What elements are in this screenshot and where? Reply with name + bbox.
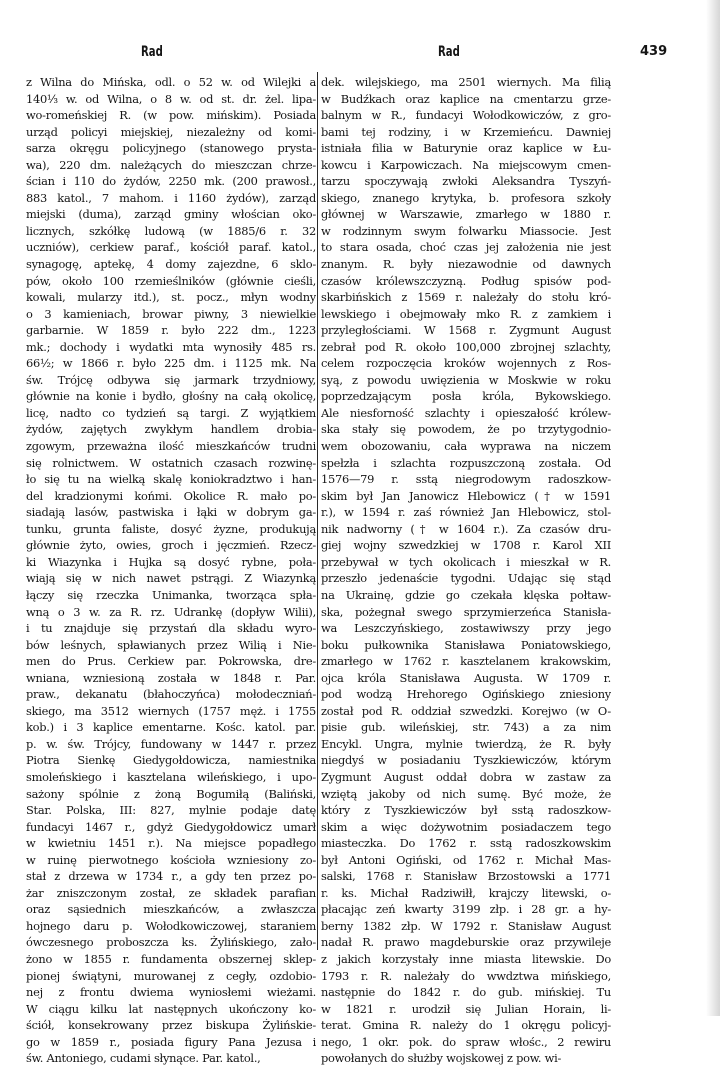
page-number: 439 xyxy=(640,44,668,59)
text-line: licę, nadto co tydzień są targi. Z wyjątkiem xyxy=(26,405,316,420)
text-line: lewskiego i obejmowały mko R. z zamkiem i xyxy=(321,306,611,321)
text-line: giej wojny szwedzkiej w 1708 r. Karol XII xyxy=(321,538,611,553)
text-line: kowcu i Karpowiczach. Na miejscowym cmen- xyxy=(321,157,611,172)
text-line: żar zniszczonym został, ze składek parafian xyxy=(26,885,316,900)
text-line: skiego, znanego krytyka, b. profesora szkoły xyxy=(321,190,611,205)
text-line: żono w 1855 r. fundamenta obszernej sklep- xyxy=(26,951,316,966)
text-line: pionej świątyni, murowanej z cegły, ozdobio- xyxy=(26,968,316,983)
text-line: boku pułkownika Stanisława Poniatowskiego, xyxy=(321,637,611,652)
text-line: żydów, zajętych zwykłym handlem drobia- xyxy=(26,422,316,437)
text-line: wo-romeńskiej R. (w pow. mińskim). Posiada xyxy=(26,108,316,123)
text-line: ska, pożegnał swego sprzymierzeńca Stanisła- xyxy=(321,604,611,619)
text-line: płacając zeń kwarty 3199 złp. i 28 gr. a hy- xyxy=(321,902,611,917)
text-line: zmarłego w 1762 r. kasztelanem krakowskim, xyxy=(321,654,611,669)
text-line: celem rozpoczęcia kroków wojennych z Ros- xyxy=(321,356,611,371)
text-line: łączy się rzeczka Unimanka, tworząca spła- xyxy=(26,587,316,602)
text-line: nik nadworny († w 1604 r.). Za czasów dru- xyxy=(321,521,611,536)
text-line: o 3 kamieniach, browar piwny, 3 niewielkie xyxy=(26,306,316,321)
text-line: został pod R. oddział szwedzki. Korejwo (w O- xyxy=(321,703,611,718)
text-line: siadają lasów, pastwiska i łąki w dobrym ga- xyxy=(26,505,316,520)
text-line: bami tej rodziny, i w Krzemieńcu. Dawniej xyxy=(321,124,611,139)
text-line: niegdyś w posiadaniu Tyszkiewiczów, którym xyxy=(321,753,611,768)
text-line: ściół, konsekrowany przez biskupa Żylińskie- xyxy=(26,1018,316,1033)
text-line: przeszło jedenaście tygodni. Udając się stąd xyxy=(321,571,611,586)
text-line: del kradzionymi końmi. Okolice R. mało po- xyxy=(26,488,316,503)
text-line: 883 katol., 7 mahom. i 1160 żydów), zarząd xyxy=(26,190,316,205)
text-line: p. w. św. Trójcy, fundowany w 1447 r. przez xyxy=(26,736,316,751)
text-line: św. Antoniego, cudami słynące. Par. katol., xyxy=(26,1051,261,1066)
text-line: św. Trójcę odbywa się jarmark trzydniowy, xyxy=(26,372,316,387)
text-line: z Wilna do Mińska, odl. o 52 w. od Wilejki a xyxy=(26,75,316,89)
text-line: wa Leszczyńskiego, zostawiwszy przy jego xyxy=(321,621,611,636)
text-line: ska stały się powodem, że po trzytygodnio- xyxy=(321,422,611,437)
text-line: wną o 3 w. za R. rz. Udrankę (dopływ Wilii), xyxy=(26,604,316,619)
text-line: wniana, wzniesioną została w 1848 r. Par. xyxy=(26,670,316,685)
text-line: w 1821 r. urodził się Julian Horain, li- xyxy=(321,1001,611,1016)
text-line: W ciągu kilku lat następnych ukończony ko- xyxy=(26,1001,316,1016)
text-line: Star. Polska, III: 827, mylnie podaje datę xyxy=(26,803,316,818)
text-line: r. ks. Michał Radziwiłł, krajczy litewski, o- xyxy=(321,885,611,900)
text-line: ło się tu na wielką skalę koniokradztwo i han- xyxy=(26,472,316,487)
text-line: głównie żyto, owies, groch i jęczmień. Rzecz- xyxy=(26,538,316,553)
text-line: balnym w R., fundacyi Wołodkowiczów, z gro- xyxy=(321,108,611,123)
text-line: czasów królewszczyzną. Podług spisów pod- xyxy=(321,273,611,288)
text-line: pod wodzą Hrehorego Ogińskiego zniesiony xyxy=(321,687,611,702)
text-line: miejski (duma), zarząd gminy włościan oko- xyxy=(26,207,316,222)
text-line: pisie gub. wileńskiej, str. 743) a za nim xyxy=(321,720,611,735)
text-line: go w 1859 r., posiada figury Pana Jezusa i xyxy=(26,1034,316,1049)
text-line: kob.) i 3 kaplice ementarne. Kośc. katol. par. xyxy=(26,720,316,735)
text-line: się rolnictwem. W ostatnich czasach rozwinę- xyxy=(26,455,316,470)
text-line: sażony spólnie z żoną Bogumiłą (Baliński, xyxy=(26,786,316,801)
text-line: hojnego daru p. Wołodkowiczowej, staraniem xyxy=(26,918,316,933)
text-line: ojca króla Stanisława Augusta. W 1709 r. xyxy=(321,670,611,685)
text-line: 140⅓ w. od Wilna, o 8 w. od st. dr. żel. lipa- xyxy=(26,91,316,106)
column-divider xyxy=(317,72,318,950)
text-line: nadał R. prawo magdeburskie oraz przywileje xyxy=(321,935,611,950)
text-line: nej z frontu dwiema wyniosłemi wieżami. xyxy=(26,985,316,1000)
text-line: salski, 1768 r. Stanisław Brzostowski a 1771 xyxy=(321,869,611,884)
text-line: praw., dekanatu (błahoczyńca) mołodeczniań- xyxy=(26,687,316,702)
text-line: r.), w 1594 r. zaś również Jan Hlebowicz, stol- xyxy=(321,505,611,520)
right-text-column xyxy=(321,74,611,1067)
running-headword-right: Rad xyxy=(438,44,460,60)
running-headword-left: Rad xyxy=(141,44,163,60)
text-line: stał z drzewa w 1734 r., a gdy ten przez po- xyxy=(26,869,316,884)
text-line: fundacyi 1467 r., gdyż Giedygołdowicz umarł xyxy=(26,819,316,834)
text-line: mk.; dochody i wydatki mta wynosiły 485 rs. xyxy=(26,339,316,354)
text-line: skim był Jan Janowicz Hlebowicz († w 1591 xyxy=(321,488,611,503)
text-line: bów leśnych, spławianych przez Wilią i Nie- xyxy=(26,637,316,652)
text-line: powołanych do służby wojskowej z pow. wi- xyxy=(321,1051,562,1066)
text-line: który z Tyszkiewiczów był sstą radoszkow- xyxy=(321,803,611,818)
text-line: na Ukrainę, gdzie go czekała klęska połtaw- xyxy=(321,587,611,602)
text-line: wiają się w nich nawet pstrągi. Z Wiazynką xyxy=(26,571,316,586)
text-line: następnie do 1842 r. do gub. mińskiej. Tu xyxy=(321,985,611,1000)
page-gutter-shadow xyxy=(706,0,720,1016)
text-line: kowali, mularzy itd.), st. pocz., młyn wodny xyxy=(26,290,316,305)
text-line: ścian i 110 do żydów, 2250 mk. (200 prawosł., xyxy=(26,174,316,189)
text-line: ówczesnego proboszcza ks. Żylińskiego, zało- xyxy=(26,935,316,950)
text-line: Ale niesforność szlachty i opieszałość królew- xyxy=(321,405,611,420)
text-line: urząd policyi miejskiej, niezależny od komi- xyxy=(26,124,316,139)
text-line: zgowym, przeważna ilość mieszkańców trudni xyxy=(26,439,316,454)
text-line: 66½; w 1866 r. było 225 dm. i 1125 mk. Na xyxy=(26,356,316,371)
text-line: sarza okręgu policyjnego (stanowego prysta- xyxy=(26,141,316,156)
text-line: głównie na konie i bydło, głośny na całą okolicę, xyxy=(26,389,316,404)
text-line: z jakich korzystały inne miasta litewskie. Do xyxy=(321,951,611,966)
text-line: znanym. R. były niezawodnie od dawnych xyxy=(321,257,611,272)
text-line: pów, około 100 rzemieślników (głównie cieśli, xyxy=(26,273,316,288)
text-line: był Antoni Ogiński, od 1762 r. Michał Mas- xyxy=(321,852,611,867)
text-line: 1793 r. R. należały do wwdztwa mińskiego, xyxy=(321,968,611,983)
text-line: przebywał w tych okolicach i mieszkał w R. xyxy=(321,554,611,569)
text-line: 1576—79 r. sstą niegrodowym radoszkow- xyxy=(321,472,611,487)
text-line: tarzu spoczywają zwłoki Aleksandra Tyszyń- xyxy=(321,174,611,189)
text-line: uczniów), cerkiew paraf., kościół paraf. katol., xyxy=(26,240,316,255)
page-header xyxy=(0,44,720,66)
text-line: w rodzinnym swym folwarku Miassocie. Jest xyxy=(321,223,611,238)
text-line: Zygmunt August oddał dobra w zastaw za xyxy=(321,769,611,784)
left-text-column xyxy=(26,74,316,1067)
text-line: smoleńskiego i kasztelana wileńskiego, i upo- xyxy=(26,769,316,784)
text-line: głównej w Warszawie, zmarłego w 1880 r. xyxy=(321,207,611,222)
text-line: skarbińskich z 1569 r. należały do stołu kró- xyxy=(321,290,611,305)
text-line: skim a więc dożywotnim posiadaczem tego xyxy=(321,819,611,834)
text-line: zebrał pod R. około 100,000 zbrojnej szlachty, xyxy=(321,339,611,354)
text-line: Piotra Sienkę Giedygołdowicza, namiestnika xyxy=(26,753,316,768)
text-line: w ruinę pierwotnego kościoła wzniesiony zo- xyxy=(26,852,316,867)
text-line: w Budźkach oraz kaplice na cmentarzu grze- xyxy=(321,91,611,106)
text-line: przyległościami. W 1568 r. Zygmunt August xyxy=(321,323,611,338)
text-line: i tu znajduje się przystań dla składu wyro- xyxy=(26,621,316,636)
text-line: dek. wilejskiego, ma 2501 wiernych. Ma filią xyxy=(321,75,611,89)
text-line: poprzedzającym posła króla, Bykowskiego. xyxy=(321,389,611,404)
text-line: spełzła i szlachta rozpuszczoną została. Od xyxy=(321,455,611,470)
text-line: Encykl. Ungra, mylnie twierdzą, że R. były xyxy=(321,736,611,751)
text-line: miasteczka. Do 1762 r. sstą radoszkowskim xyxy=(321,836,611,851)
text-line: men do Prus. Cerkiew par. Pokrowska, dre- xyxy=(26,654,316,669)
text-line: berny 1382 złp. W 1792 r. Stanisław August xyxy=(321,918,611,933)
text-line: istniała filia w Baturynie oraz kaplice w Łu- xyxy=(321,141,611,156)
text-line: wa), 220 dm. należących do mieszczan chrze- xyxy=(26,157,316,172)
text-line: ki Wiazynka i Hujka są dosyć rybne, poła- xyxy=(26,554,316,569)
text-line: tunku, grunta faliste, dosyć żyzne, produkują xyxy=(26,521,316,536)
text-line: syą, z powodu uwięzienia w Moskwie w roku xyxy=(321,372,611,387)
text-line: licznych, szkółkę ludową (w 1885/6 r. 32 xyxy=(26,223,316,238)
text-line: nego, 1 okr. pok. do spraw włośc., 2 rewiru xyxy=(321,1034,611,1049)
text-line: wziętą jakoby od nich sumę. Być może, że xyxy=(321,786,611,801)
text-line: synagogę, aptekę, 4 domy zajezdne, 6 sklo- xyxy=(26,257,316,272)
text-line: oraz sąsiednich mieszkańców, a zwłaszcza xyxy=(26,902,316,917)
text-line: w kwietniu 1451 r.). Na miejsce popadłego xyxy=(26,836,316,851)
text-line: terat. Gmina R. należy do 1 okręgu policyj- xyxy=(321,1018,611,1033)
text-line: wem obozowaniu, cała wyprawa na niczem xyxy=(321,439,611,454)
text-line: garbarnie. W 1859 r. było 222 dm., 1223 xyxy=(26,323,316,338)
text-line: skiego, ma 3512 wiernych (1757 męż. i 1755 xyxy=(26,703,316,718)
text-line: to stara osada, choć czas jej założenia nie jest xyxy=(321,240,611,255)
